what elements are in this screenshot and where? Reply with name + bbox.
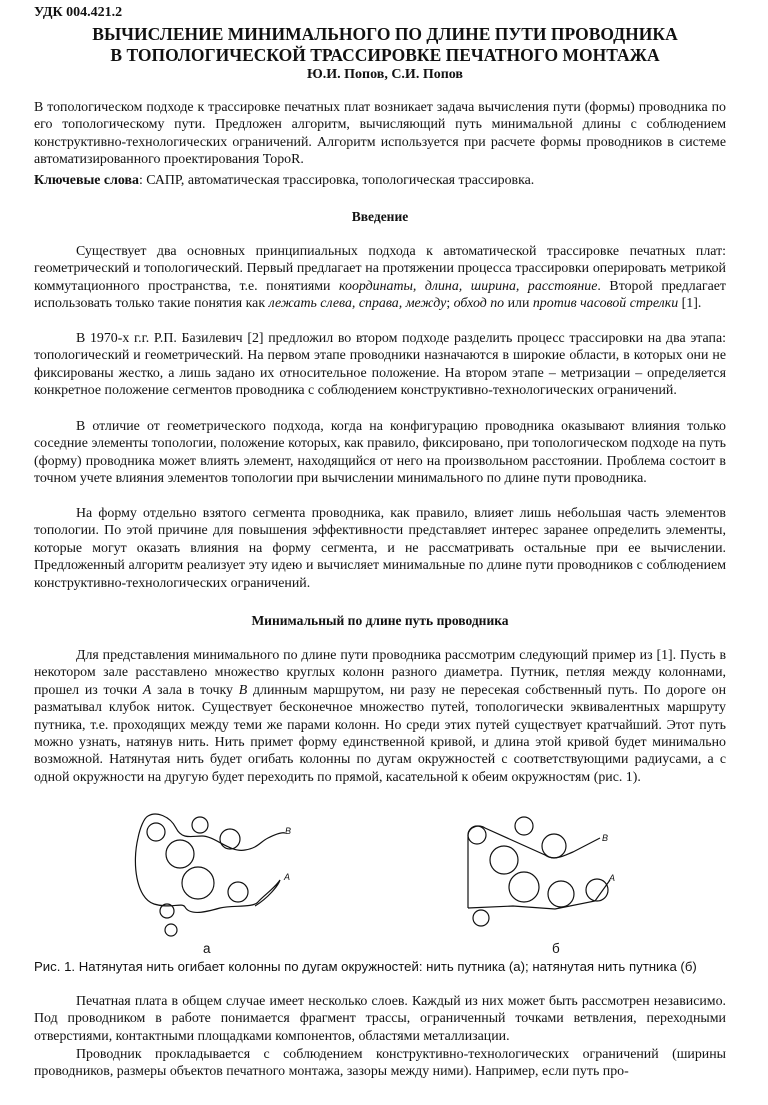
title-line-2: В ТОПОЛОГИЧЕСКОЙ ТРАССИРОВКЕ ПЕЧАТНОГО МОНТАЖА bbox=[110, 45, 660, 65]
paragraph-4: На форму отдельно взятого сегмента проводника, как правило, влияет лишь небольшая часть элементов топологии. По этой причине для повышения эффективности представляет интерес заранее определить элементы, которые могут оказать влияния на форму сегмента, и не рассматривать остальные при ее вычислении. Предложенный алгоритм реализует эту идею и вычисляет минимальные по длине пути проводников с соблюдением конструктивно-технологических ограничений. bbox=[34, 506, 726, 591]
point-a-label-a: A bbox=[284, 872, 291, 882]
column-circle bbox=[147, 823, 165, 841]
section-heading-intro: Введение bbox=[351, 209, 409, 224]
figure-caption: Рис. 1. Натянутая нить огибает колонны по дугам окружностей: нить путника (а); натянутая нить путника (б) bbox=[34, 959, 697, 974]
point-b-label-a: B bbox=[285, 826, 292, 836]
column-circle bbox=[490, 846, 518, 874]
column-circle bbox=[542, 834, 566, 858]
paper-title bbox=[34, 24, 736, 66]
traveller-string bbox=[135, 814, 285, 912]
paragraph-5: Для представления минимального по длине пути проводника рассмотрим следующий пример из [1]. Пусть в некотором зале расставлено множество круглых колонн разного диаметра. Путник, петляя между колоннами, прошел из точки A зала в точку B длинным маршрутом, ни разу не пересекая собственный путь. По дороге он разматывал клубок ниток. Существует бесконечное множество путей, топологически эквивалентных маршруту путника, т.е. проходящих между теми же парами колонн. Но среди этих путей существует кратчайший. Этот путь можно узнать, натянув нить. Нить примет форму единственной кривой, и длина этой кривой будет минимально возможной. Натянутая нить будет огибать колонны по дугам окружностей с соответствующими радиусами, а с одной окружности на другую будет переходить по прямой, касательной к обеим окружностям (рис. 1). bbox=[34, 648, 726, 785]
paragraph-6: Печатная плата в общем случае имеет несколько слоев. Каждый из них может быть рассмотрен независимо. Под проводником в работе понимается фрагмент трассы, ограниченный точками ветвления, переходными отверстиями, контактными площадками компонентов, областями металлизации. bbox=[34, 994, 726, 1044]
section-heading-min-path: Минимальный по длине путь проводника bbox=[251, 613, 509, 628]
paragraph-2: В 1970-х г.г. Р.П. Базилевич [2] предложил во втором подходе разделить процесс трассировки на два этапа: топологический и геометрический. На первом этапе проводники назначаются в широкие области, в которых они не фиксированы жестко, а лишь задано их относительное положение. На втором этапе – метризации – определяется конкретное положение сегментов проводника с соблюдением конструктивно-технологических ограничений. bbox=[34, 331, 726, 399]
column-circle bbox=[228, 882, 248, 902]
column-circle bbox=[220, 829, 240, 849]
title-line-1: ВЫЧИСЛЕНИЕ МИНИМАЛЬНОГО ПО ДЛИНЕ ПУТИ ПРОВОДНИКА bbox=[92, 24, 678, 44]
column-circle bbox=[509, 872, 539, 902]
column-circle bbox=[182, 867, 214, 899]
figure-label-a: а bbox=[203, 941, 211, 956]
paragraph-1: Существует два основных принципиальных подхода к автоматической трассировке печатных плат: геометрический и топологический. Первый предлагает на протяжении процесса трассировки оперировать метрикой коммутационного пространства, т.е. понятиями координаты, длина, ширина, расстояние. Второй предлагает использовать только такие понятия как лежать слева, справа, между; обход по или против часовой стрелки [1]. bbox=[34, 244, 727, 312]
paragraph-7: Проводник прокладывается с соблюдением конструктивно-технологических ограничений (ширины проводников, размеры объектов печатного монтажа, зазоры между ними). Например, если путь про- bbox=[34, 1047, 726, 1080]
column-circle bbox=[165, 924, 177, 936]
keywords-label: Ключевые слова bbox=[34, 173, 139, 188]
figure-label-b: б bbox=[552, 941, 560, 956]
keywords bbox=[34, 172, 726, 189]
keywords-text: : САПР, автоматическая трассировка, топологическая трассировка. bbox=[138, 173, 535, 188]
column-circle bbox=[166, 840, 194, 868]
column-circle bbox=[473, 910, 489, 926]
column-circle bbox=[192, 817, 208, 833]
point-a-label-b: A bbox=[609, 873, 616, 883]
column-circle bbox=[515, 817, 533, 835]
udk-code: УДК 004.421.2 bbox=[34, 5, 123, 20]
column-circle bbox=[548, 881, 574, 907]
abstract: В топологическом подходе к трассировке печатных плат возникает задача вычисления пути (формы) проводника по его топологическому пути. Предложен алгоритм, вычисляющий путь минимальной длины с соблюдением конструктивно-технологических ограничений. Алгоритм используется при расчете формы проводников в системе автоматизированного проектирования TopoR. bbox=[34, 100, 726, 168]
taut-string bbox=[468, 826, 600, 908]
authors: Ю.И. Попов, С.И. Попов bbox=[307, 67, 463, 82]
figure-b-taut-string bbox=[455, 808, 625, 938]
figure-a-traveller-path bbox=[130, 808, 300, 938]
point-b-label-b: B bbox=[602, 833, 609, 843]
paragraph-3: В отличие от геометрического подхода, когда на конфигурацию проводника оказывают влияния только соседние элементы топологии, положение которых, как правило, фиксировано, при топологическом подходе на путь (форму) проводника может влиять элемент, находящийся от него на произвольном расстоянии. Проблема состоит в точном учете влияния элементов топологии при вычислении минимального по длине пути проводника. bbox=[34, 419, 726, 487]
